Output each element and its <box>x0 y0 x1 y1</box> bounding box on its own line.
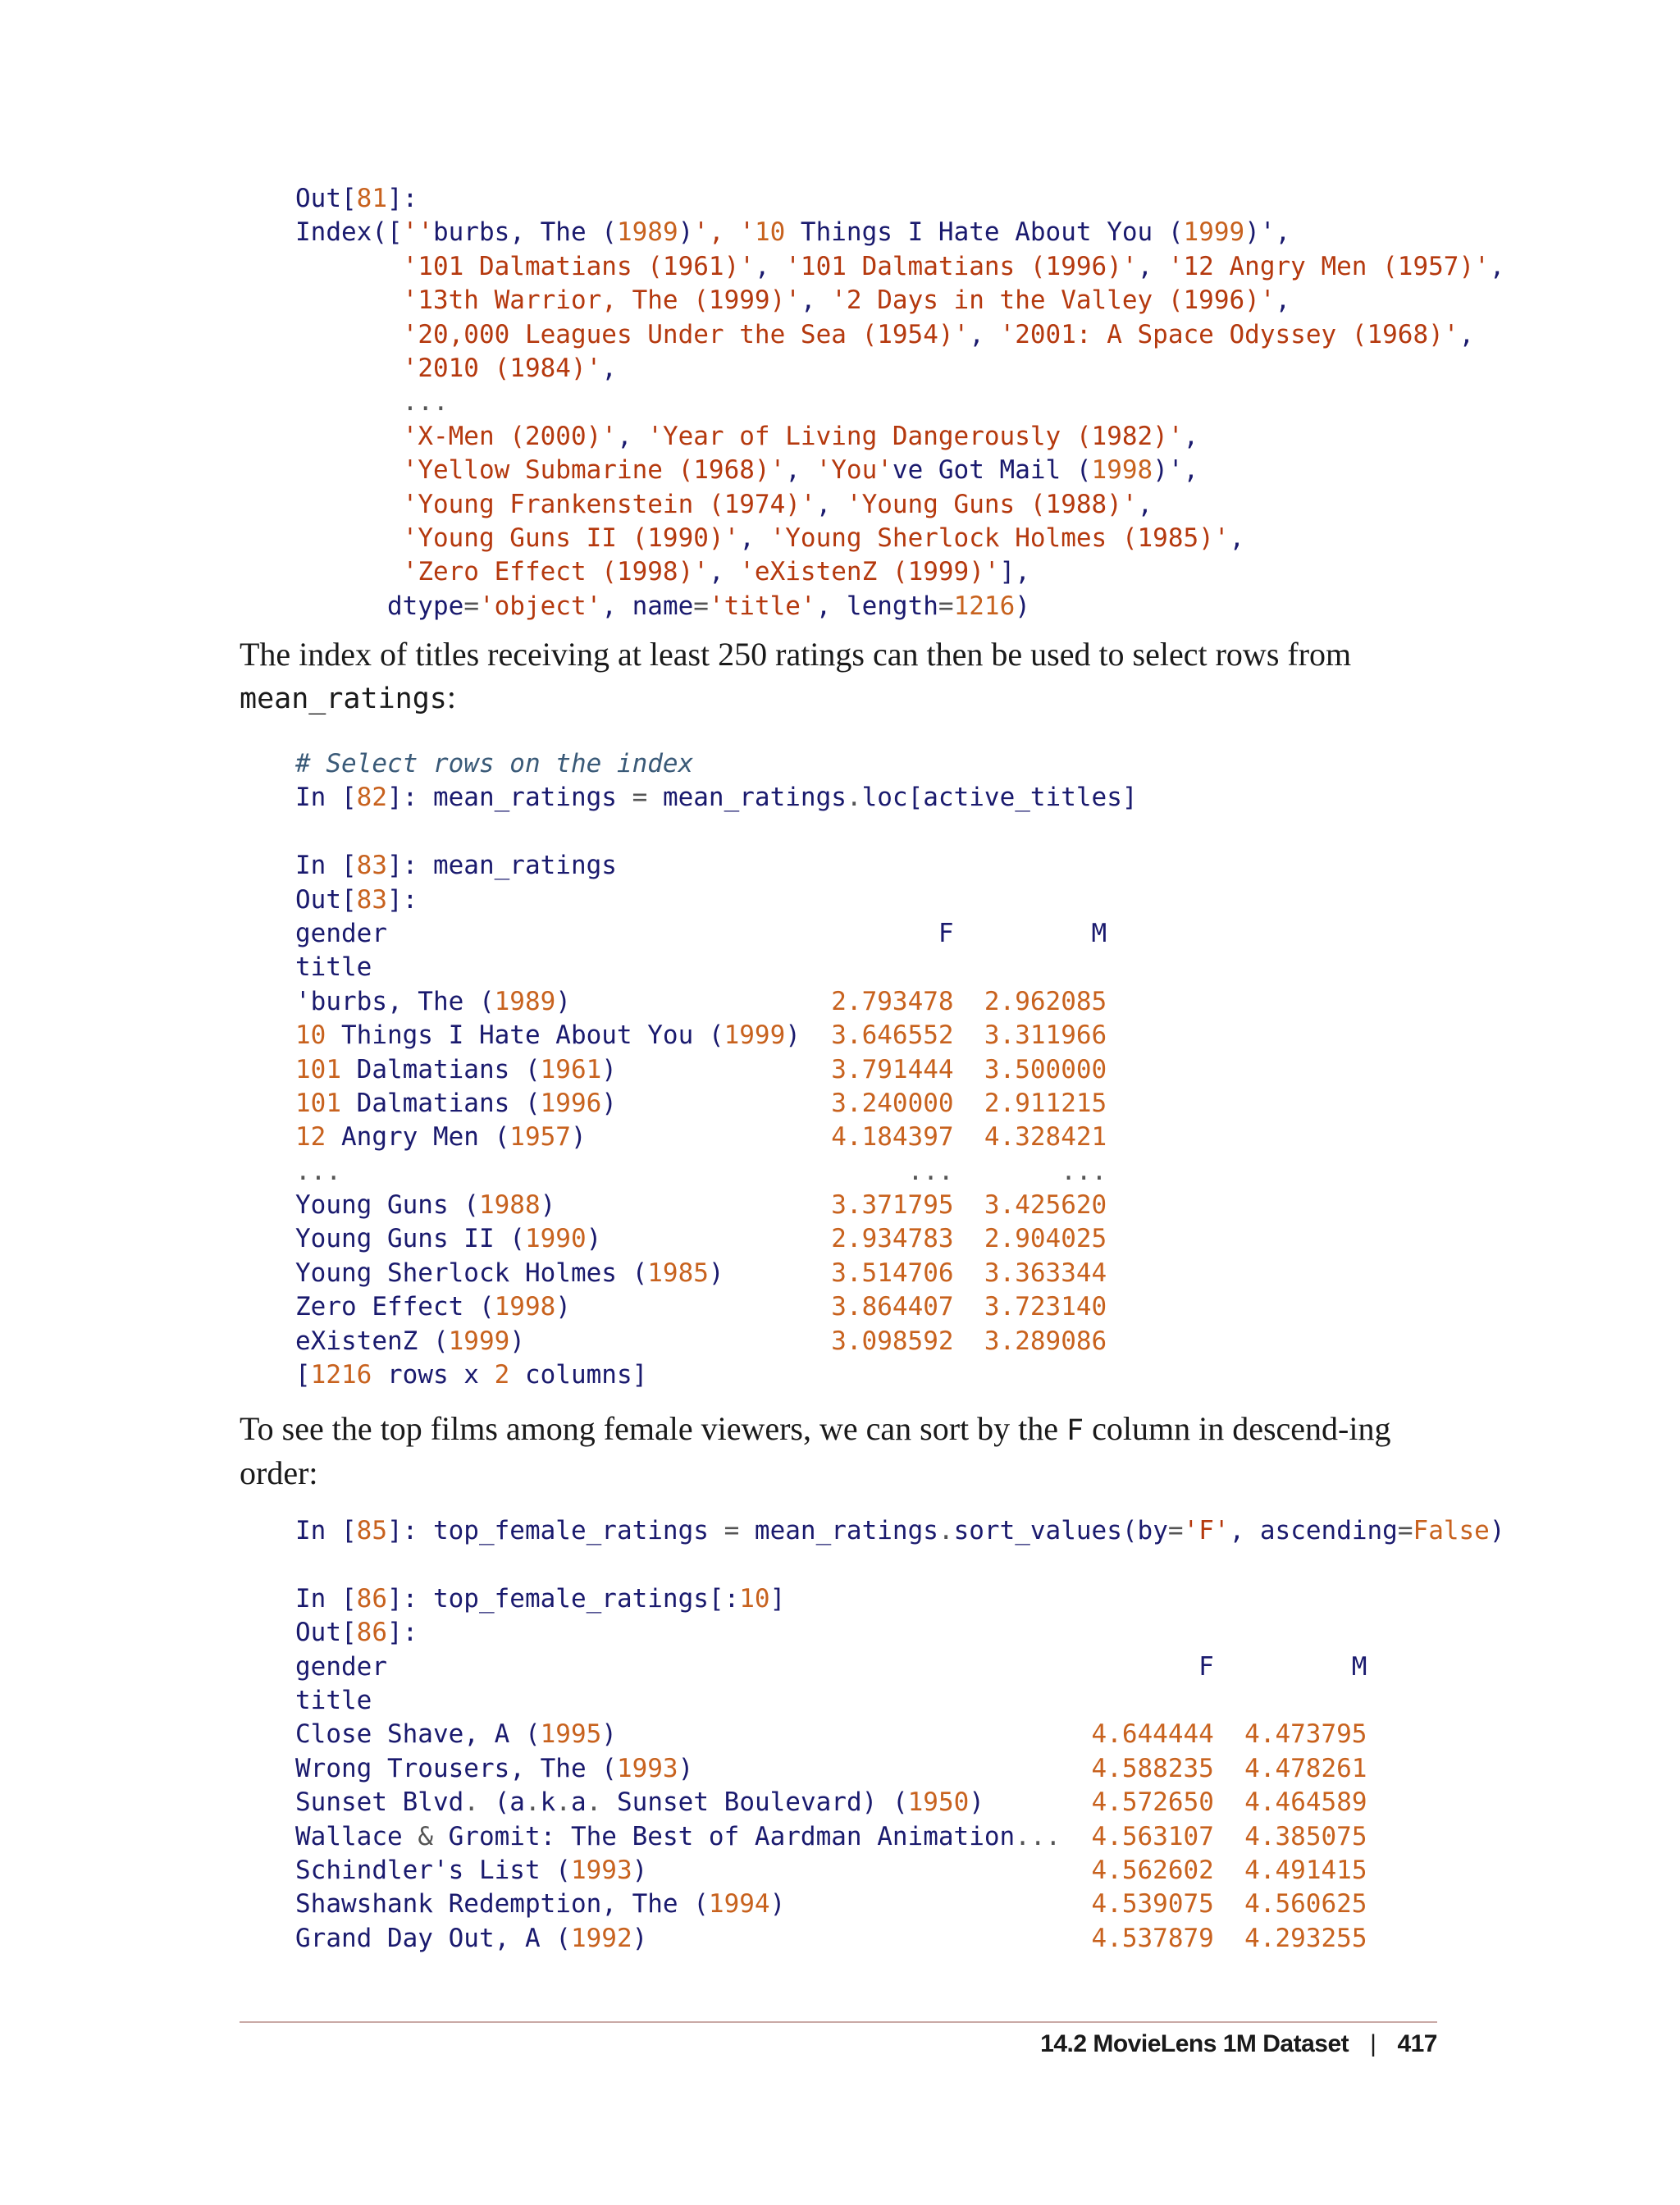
code-line: ... <box>402 387 449 418</box>
code-line: ... ... ... <box>295 1156 1107 1186</box>
code-line: 'Yellow Submarine (1968)', 'You've Got Mail (1998)', <box>402 455 1199 486</box>
code-line: 101 Dalmatians (1996) 3.240000 2.911215 <box>295 1088 1107 1118</box>
paragraph-select-rows <box>240 633 1437 720</box>
code-line: In [83]: mean_ratings <box>295 851 617 881</box>
code-line: title <box>295 952 372 983</box>
code-block-index-output <box>295 182 1504 623</box>
code-line: dtype='object', name='title', length=1216) <box>295 591 1030 621</box>
code-line: 101 Dalmatians (1961) 3.791444 3.500000 <box>295 1054 1107 1084</box>
code-line: Wallace & Gromit: The Best of Aardman Animation... 4.563107 4.385075 <box>295 1821 1367 1851</box>
code-line: Zero Effect (1998) 3.864407 3.723140 <box>295 1292 1107 1322</box>
code-line: '20,000 Leagues Under the Sea (1954)', '2001: A Space Odyssey (1968)', <box>402 319 1475 349</box>
code-line: Out[83]: <box>295 884 418 915</box>
code-line: Shawshank Redemption, The (1994) 4.539075 4.560625 <box>295 1889 1367 1920</box>
code-line: Sunset Blvd. (a.k.a. Sunset Boulevard) (1950) 4.572650 4.464589 <box>295 1787 1367 1818</box>
code-line: Young Guns II (1990) 2.934783 2.904025 <box>295 1224 1107 1254</box>
code-line: In [86]: top_female_ratings[:10] <box>295 1583 786 1614</box>
code-line <box>295 815 1138 849</box>
code-block-top-female <box>295 1514 1505 1956</box>
code-line: 10 Things I Hate About You (1999) 3.646552 3.311966 <box>295 1020 1107 1051</box>
code-line: In [85]: top_female_ratings = mean_ratings.sort_values(by='F', ascending=False) <box>295 1516 1505 1545</box>
code-line: 'Zero Effect (1998)', 'eXistenZ (1999)'], <box>402 557 1030 587</box>
code-line: Close Shave, A (1995) 4.644444 4.473795 <box>295 1719 1367 1750</box>
code-line: Out[86]: <box>295 1618 418 1648</box>
paragraph-text: The index of titles receiving at least 250 ratings can then be used to select rows from <box>240 636 1352 673</box>
page-footer <box>1040 2030 1437 2058</box>
code-line: Out[81]: <box>295 184 418 213</box>
paragraph-text-end: : <box>446 678 456 715</box>
footer-section-title: 14.2 MovieLens 1M Dataset <box>1040 2030 1349 2057</box>
footer-rule <box>240 2021 1437 2023</box>
code-line: title <box>295 1685 372 1715</box>
code-line: eXistenZ (1999) 3.098592 3.289086 <box>295 1326 1107 1356</box>
page-number: 417 <box>1397 2030 1437 2057</box>
footer-separator: | <box>1370 2030 1376 2057</box>
code-line: '101 Dalmatians (1961)', '101 Dalmatians (1996)', '12 Angry Men (1957)', <box>402 251 1505 281</box>
code-line: Grand Day Out, A (1992) 4.537879 4.293255 <box>295 1923 1367 1953</box>
code-line: 'burbs, The (1989) 2.793478 2.962085 <box>295 986 1107 1016</box>
code-line: '2010 (1984)', <box>402 353 617 383</box>
code-line: 'Young Frankenstein (1974)', 'Young Guns (1988)', <box>402 489 1153 519</box>
paragraph-sort-female <box>240 1408 1437 1495</box>
code-line: # Select rows on the index <box>295 749 694 778</box>
code-block-mean-ratings <box>295 747 1138 1392</box>
code-line: 12 Angry Men (1957) 4.184397 4.328421 <box>295 1122 1107 1153</box>
code-line: [1216 rows x 2 columns] <box>295 1360 648 1390</box>
code-line: Schindler's List (1993) 4.562602 4.491415 <box>295 1855 1367 1885</box>
code-line <box>295 1548 1505 1582</box>
inline-code-mean-ratings: mean_ratings <box>240 682 447 715</box>
code-line: 'Young Guns II (1990)', 'Young Sherlock Holmes (1985)', <box>402 523 1245 553</box>
code-line: 'X-Men (2000)', 'Year of Living Dangerously (1982)', <box>402 421 1199 451</box>
inline-code-f: F <box>1066 1414 1084 1447</box>
code-line: Wrong Trousers, The (1993) 4.588235 4.478261 <box>295 1753 1367 1783</box>
paragraph-text-end: column in descend-ing order: <box>240 1410 1391 1491</box>
code-line: Index([''burbs, The (1989)', '10 Things I Hate About You (1999)', <box>295 217 1291 248</box>
code-line: '13th Warrior, The (1999)', '2 Days in the Valley (1996)', <box>402 285 1291 316</box>
code-line: In [82]: mean_ratings = mean_ratings.loc[active_titles] <box>295 783 1138 813</box>
paragraph-text: To see the top films among female viewers, we can sort by the <box>240 1410 1067 1447</box>
code-line: gender F M <box>295 1651 1367 1682</box>
code-line: Young Sherlock Holmes (1985) 3.514706 3.363344 <box>295 1258 1107 1288</box>
code-line: gender F M <box>295 918 1107 948</box>
code-line: Young Guns (1988) 3.371795 3.425620 <box>295 1190 1107 1221</box>
